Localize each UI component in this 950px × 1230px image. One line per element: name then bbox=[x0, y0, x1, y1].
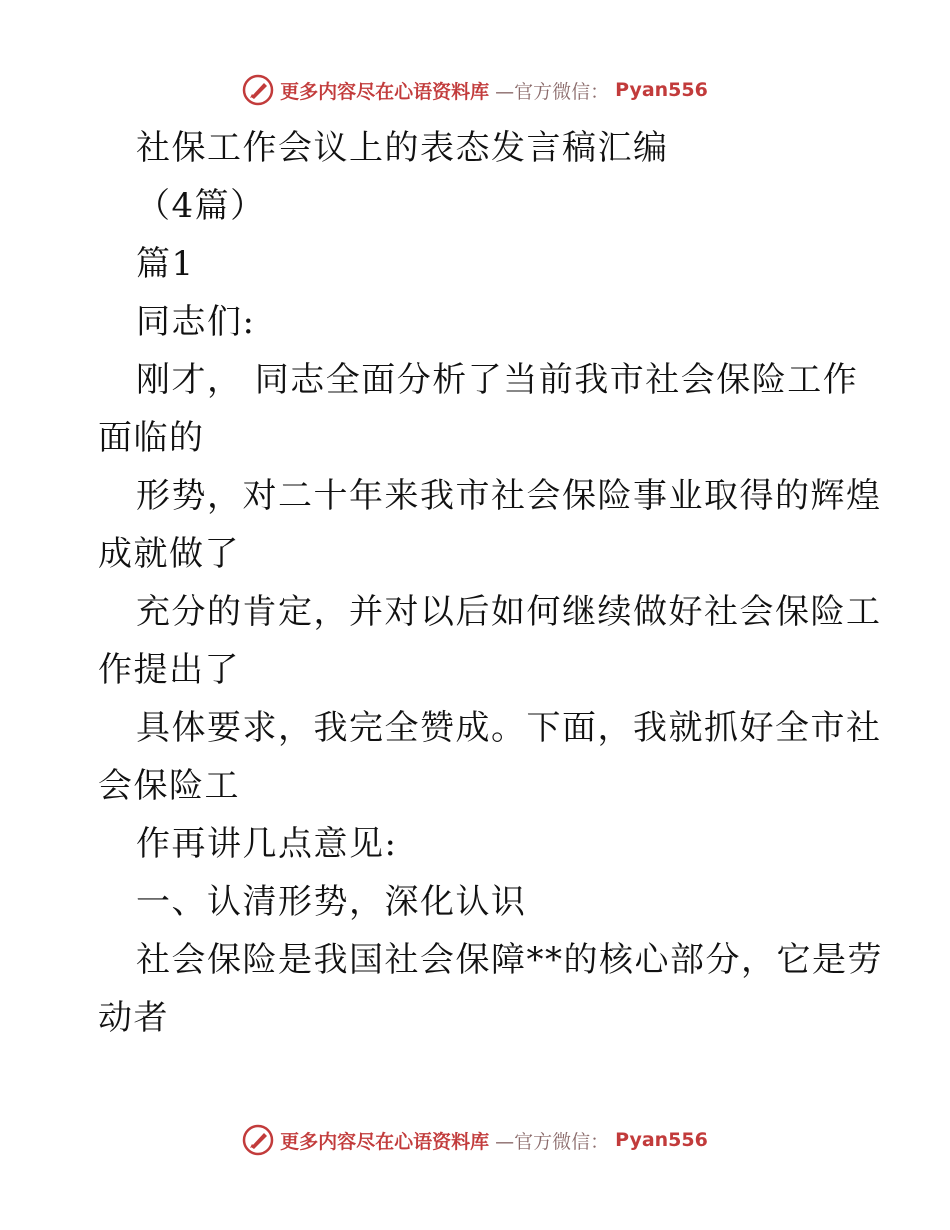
pen-quill-icon bbox=[242, 74, 274, 106]
paragraph-line: 会保险工 bbox=[98, 766, 240, 806]
watermark-secondary-text: —官方微信： bbox=[495, 80, 610, 103]
watermark-primary-text: 更多内容尽在心语资料库 bbox=[280, 1130, 490, 1153]
paragraph-line: 面临的 bbox=[98, 418, 205, 458]
watermark-secondary-text: —官方微信： bbox=[495, 1130, 610, 1153]
paragraph-line: 作再讲几点意见: bbox=[136, 824, 398, 864]
paragraph-line: 形势，对二十年来我市社会保险事业取得的辉煌 bbox=[136, 476, 882, 516]
section-subheading: 一、认清形势，深化认识 bbox=[136, 882, 527, 922]
paragraph-line: 社会保险是我国社会保障**的核心部分，它是劳 bbox=[136, 940, 883, 980]
paragraph-line: 刚才， 同志全面分析了当前我市社会保险工作 bbox=[136, 360, 859, 400]
paragraph-line: 动者 bbox=[98, 998, 169, 1038]
section-heading: 篇1 bbox=[136, 244, 195, 284]
document-title: 社保工作会议上的表态发言稿汇编 bbox=[136, 128, 669, 168]
paragraph-line: 具体要求，我完全赞成。下面，我就抓好全市社 bbox=[136, 708, 882, 748]
watermark-account-text: Pyan556 bbox=[615, 79, 708, 101]
paragraph-line: 充分的肯定，并对以后如何继续做好社会保险工 bbox=[136, 592, 882, 632]
watermark-account-text: Pyan556 bbox=[615, 1129, 708, 1151]
header-watermark bbox=[0, 74, 950, 106]
salutation: 同志们: bbox=[136, 302, 256, 342]
document-count: （4篇） bbox=[136, 186, 266, 226]
watermark-primary-text: 更多内容尽在心语资料库 bbox=[280, 80, 490, 103]
footer-watermark bbox=[0, 1124, 950, 1156]
pen-quill-icon bbox=[242, 1124, 274, 1156]
paragraph-line: 成就做了 bbox=[98, 534, 240, 574]
paragraph-line: 作提出了 bbox=[98, 650, 240, 690]
